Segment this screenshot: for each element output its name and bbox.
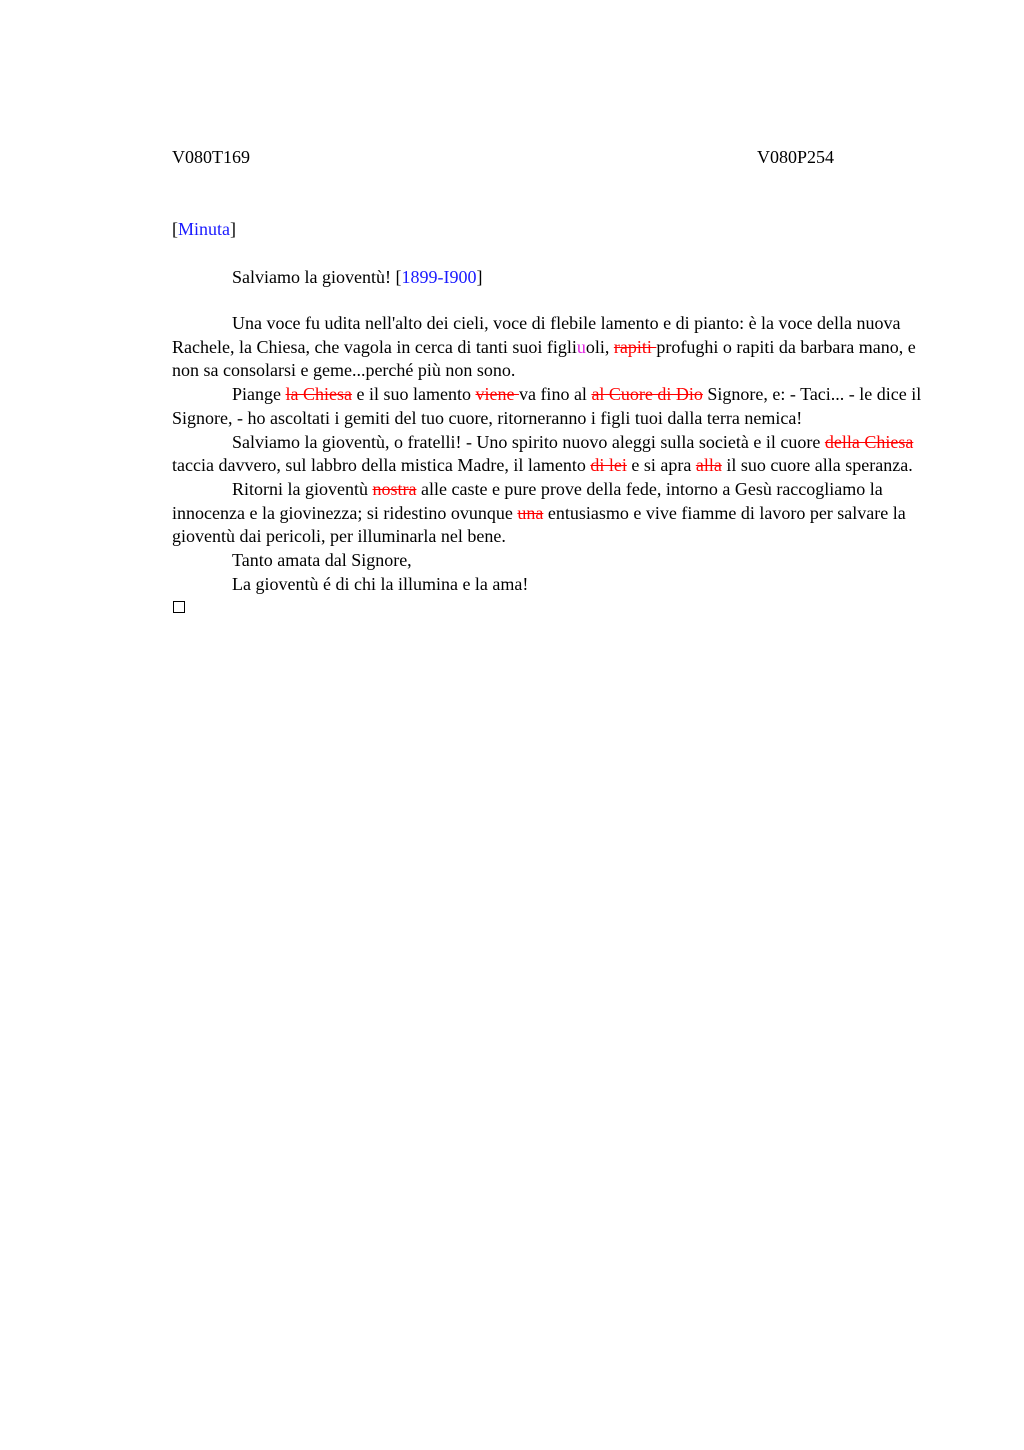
document-type-label: Minuta	[178, 219, 230, 239]
text-run: il suo cuore alla speranza.	[721, 455, 913, 476]
bracket-open: [	[395, 267, 402, 287]
deleted-text: alla	[695, 455, 722, 476]
document-code-right: V080P254	[757, 147, 835, 167]
deleted-text: della Chiesa	[824, 431, 914, 452]
document-code-left: V080T169	[172, 147, 250, 167]
paragraph-5	[172, 549, 928, 573]
text-run: oli,	[585, 336, 614, 357]
text-run: Signore, e: - Taci... - le dice il Signore, - ho ascoltati i gemiti del tuo cuore, ritorneranno i figli tuoi dalla terra nemica!	[172, 384, 922, 428]
paragraph-6	[172, 573, 928, 597]
text-run: Piange	[232, 384, 286, 405]
deleted-text: la Chiesa	[285, 384, 352, 405]
text-run: va fino al	[518, 384, 592, 405]
document-title	[172, 264, 928, 290]
deleted-text: al Cuore di Dio	[591, 384, 703, 405]
paragraph-3	[172, 431, 928, 478]
text-run: profughi o rapiti da barbara mano, e non sa consolarsi e geme...perché più non sono.	[172, 336, 916, 381]
text-run: La gioventù é di chi la illumina e la ama!	[232, 573, 529, 594]
bracket-close: ]	[230, 219, 236, 239]
document-page	[172, 144, 928, 613]
paragraph-2	[172, 383, 928, 430]
title-text: Salviamo la gioventù!	[232, 267, 396, 287]
document-type-tag	[172, 216, 928, 242]
deleted-text: viene	[475, 384, 519, 405]
title-date: 1899-I900	[401, 267, 477, 287]
inserted-text: u	[576, 336, 586, 357]
text-run: taccia davvero, sul labbro della mistica Madre, il lamento	[172, 455, 591, 476]
bracket-open: [	[172, 219, 178, 239]
text-run: e il suo lamento	[351, 384, 476, 405]
text-run: e si apra	[626, 455, 696, 476]
deleted-text: una	[517, 502, 544, 523]
paragraph-4	[172, 478, 928, 549]
text-run: Ritorni la gioventù	[232, 478, 373, 499]
checkbox-square-icon	[173, 601, 185, 613]
deleted-text: rapiti	[613, 336, 657, 357]
bracket-close: ]	[476, 267, 483, 287]
text-run: Una voce fu udita nell'alto dei cieli, voce di flebile lamento e di pianto: è la voce della nuova Rachele, la Chiesa, che vagola in cerca di tanti suoi figli	[172, 313, 901, 357]
document-header	[172, 144, 928, 170]
document-body	[172, 312, 928, 613]
text-run: alle caste e pure prove della fede, intorno a Gesù raccogliamo la innocenza e la giovinezza; si ridestino ovunque	[172, 478, 883, 523]
deleted-text: di lei	[590, 455, 627, 476]
text-run: entusiasmo e vive fiamme di lavoro per salvare la gioventù dai pericoli, per illuminarla nel bene.	[172, 502, 906, 547]
deleted-text: nostra	[372, 478, 417, 499]
text-run: Tanto amata dal Signore,	[232, 550, 412, 571]
text-run: Salviamo la gioventù, o fratelli! - Uno spirito nuovo aleggi sulla società e il cuore	[232, 431, 825, 452]
paragraph-1	[172, 312, 928, 383]
